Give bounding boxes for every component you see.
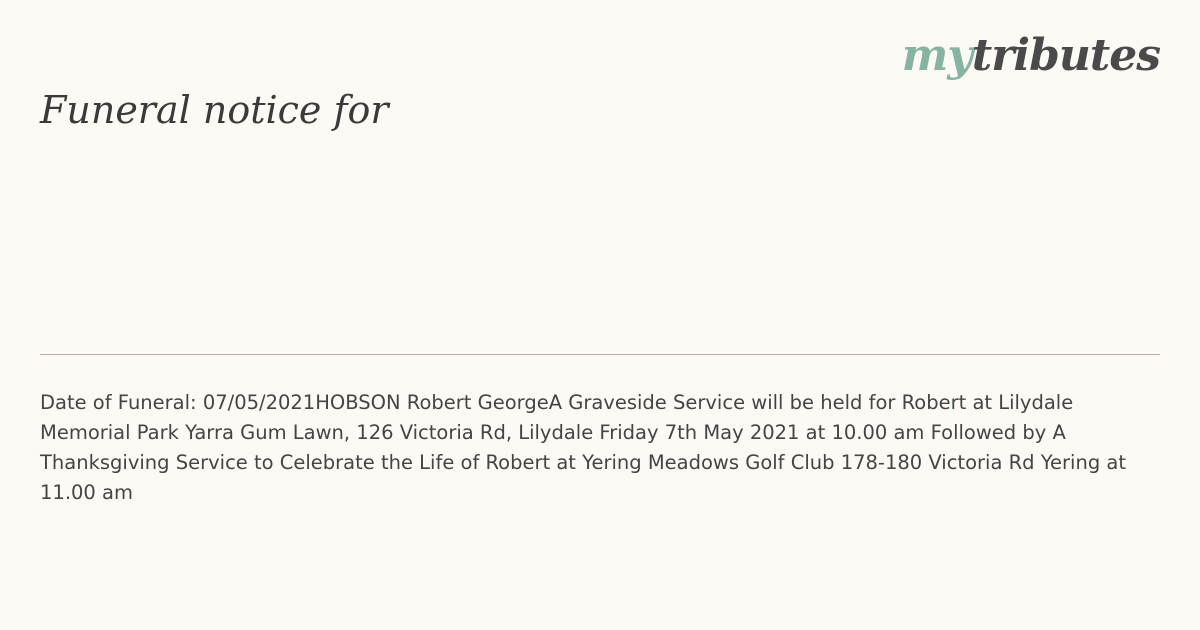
logo-tributes: tributes [971,30,1160,81]
section-divider [40,354,1160,355]
logo-my: my [901,30,972,81]
notice-text: Date of Funeral: 07/05/2021HOBSON Robert GeorgeA Graveside Service will be held for Robert at Lilydale Memorial Park Yarra Gum Lawn, 126 Victoria Rd, Lilydale Friday 7th May 2021 at 10.00 am Followed by A Thanksgiving Service to Celebrate the Life of Robert at Yering Meadows Golf Club 178-180 Victoria Rd Yering at 11.00 am [40,391,1127,504]
mytributes-logo [901,30,1160,81]
page-title: Funeral notice for [40,88,389,132]
